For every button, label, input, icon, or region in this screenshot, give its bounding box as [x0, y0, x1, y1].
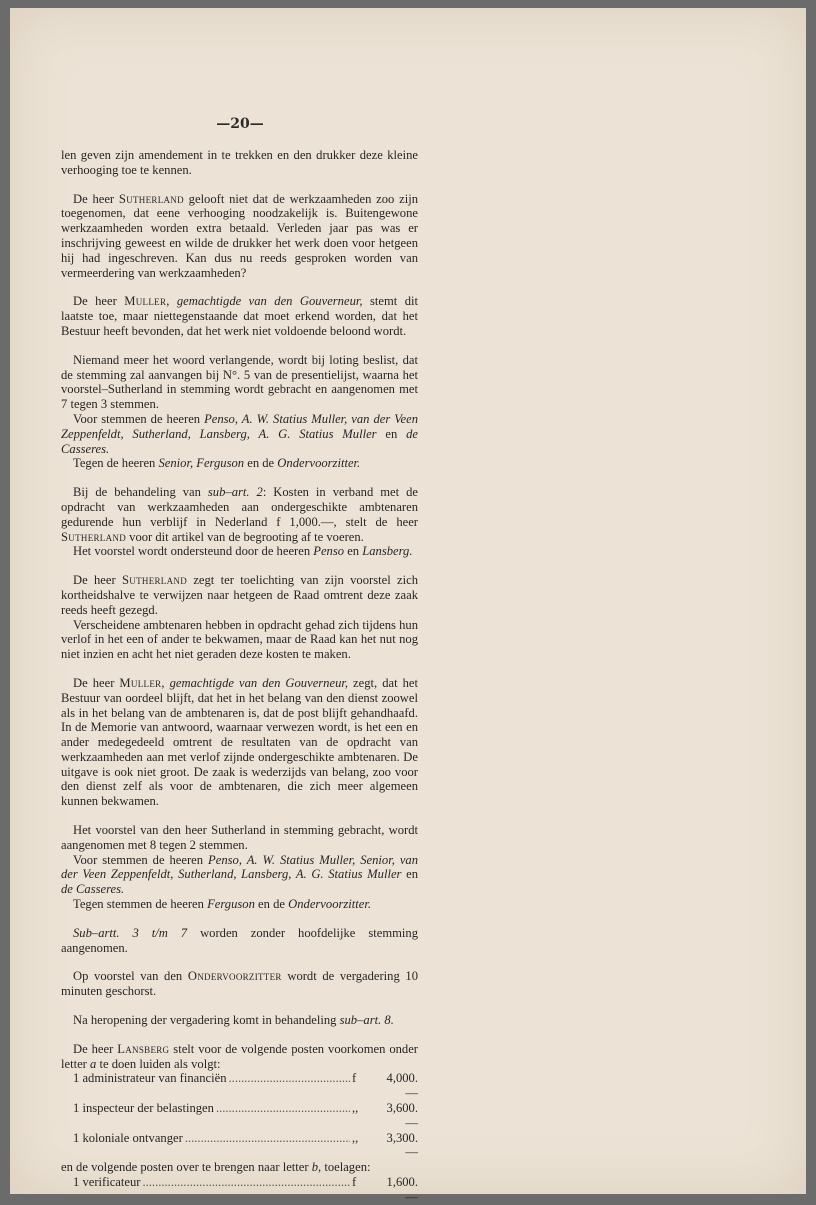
budget-list-a: [61, 1071, 418, 1160]
budget-line: 1 inspecteur der belastingen ..... ,, 3,600.—: [61, 1101, 418, 1131]
speaker-name: Ondervoorzitter: [187, 969, 282, 984]
article-ref: sub–art. 8.: [339, 1013, 394, 1028]
speaker-name: Sutherland: [122, 573, 187, 588]
article-ref: Sub–artt. 3 t/m 7: [73, 925, 188, 940]
paragraph-6: De heer Sutherland zegt ter toelichting van zijn voorstel zich kortheidshalve te verwijzen naar hetgeen de Raad omtrent deze zaak reeds heeft gezegd. Verscheidene ambtenaren hebben in opdracht gehad zich tijdens hun verlof in het een of ander te bekwamen, maar de Raad kan het nut nog niet inzien en acht het niet geraden deze kosten te maken.: [61, 573, 418, 662]
budget-line: 1 koloniale ontvanger ..... ,, 3,300.—: [61, 1131, 418, 1161]
speaker-title: gemachtigde van den Gouverneur,: [169, 675, 349, 690]
vote-result: Het voorstel van den heer Sutherland in stemming gebracht, wordt aangenomen met 8 tegen 2 stemmen.: [61, 823, 418, 852]
speaker-name: Muller: [119, 675, 162, 690]
document-page: [10, 8, 806, 1204]
text-column: [61, 148, 418, 1205]
paragraph-2: De heer Sutherland gelooft niet dat de werkzaamheden zoo zijn toegenomen, dat eene verhooging noodzakelijk is. Buitengewone werkzaamheden worden extra betaald. Verleden jaar pas was er inschrijving geweest en wilde de drukker het werk doen voor hetgeen hij had ingeschreven. Kan dus nu reeds gesproken worden van vermeerdering van werkzaamheden?: [61, 191, 419, 280]
paragraph-5: Bij de behandeling van sub–art. 2: Kosten in verband met de opdracht van werkzaamheden aan ondergeschikte ambtenaren gedurende hun verblijf in Nederland f 1,000.—, stelt de heer Sutherland voor dit artikel van de begrooting af te voeren. Het voorstel wordt ondersteund door de heeren Penso en Lansberg.: [61, 485, 418, 559]
speaker-name: Sutherland: [61, 529, 126, 544]
paragraph-8: [61, 823, 418, 912]
speaker-name: Sutherland: [118, 191, 184, 206]
paragraph-9: Sub–artt. 3 t/m 7 worden zonder hoofdelijke stemming aangenomen.: [61, 925, 419, 955]
paragraph-11: Na heropening der vergadering komt in behandeling sub–art. 8.: [73, 1013, 394, 1028]
paragraph-1: [61, 148, 418, 178]
budget-list-b: [61, 1175, 418, 1205]
speaker-name: Muller: [124, 294, 167, 309]
paragraph-3: De heer Muller, gemachtigde van den Gouverneur, stemt dit laatste toe, maar niettegenstaande dat moet erkend worden, dat het Bestuur heeft bevonden, dat het werk niet voldoende beloond wordt.: [61, 294, 419, 338]
votes-for: Voor stemmen de heeren Penso, A. W. Statius Muller, van der Veen Zeppenfeldt, Sutherland, Lansberg, A. G. Statius Muller en de Casseres.: [61, 411, 418, 456]
votes-for: Voor stemmen de heeren Penso, A. W. Statius Muller, Senior, van der Veen Zeppenfeldt, Sutherland, Lansberg, A. G. Statius Muller en de Casseres.: [61, 852, 419, 897]
paragraph-12: De heer Lansberg stelt voor de volgende posten voorkomen onder letter a te doen luiden als volgt: 1 administrateur van financiën ..... f 4,000.— 1 inspecteur der belastingen ..... ,, 3,600.— 1 koloniale ontvanger ..... ,, 3,300.— en de volgende posten over te brengen naar letter b, toelagen: 1 verificateur ..... f 1,600.—: [61, 1042, 418, 1205]
speaker-name: Lansberg: [117, 1041, 170, 1056]
paragraph-4: [61, 353, 418, 471]
paragraph-7: De heer Muller, gemachtigde van den Gouverneur, zegt, dat het Bestuur van oordeel blijft, dat het in het belang van den dienst zoowel als in het belang van de ambtenaren is, dat de post blijft gehandhaafd. In de Memorie van antwoord, waarnaar verwezen wordt, is het een en ander medegedeeld omtrent de resultaten van de opdracht van werkzaamheden aan met verlof zijnde ondergeschikte ambtenaren. De uitgave is ook niet groot. De zaak is wederzijds van belang, zoo voor den dienst zelf als voor de ambtenaren, die zich meer algemeen kunnen bekwamen.: [61, 675, 419, 809]
para1-text: len geven zijn amendement in te trekken en den drukker deze kleine verhooging toe te kennen.: [61, 148, 418, 177]
page-number: —20—: [216, 116, 264, 132]
votes-against: Tegen stemmen de heeren Ferguson en de Ondervoorzitter.: [73, 897, 372, 912]
vote-result: Niemand meer het woord verlangende, wordt bij loting beslist, dat de stemming zal aanvangen bij N°. 5 van de presentielijst, waarna het voorstel–Sutherland in stemming wordt gebracht en aangenomen met 7 tegen 3 stemmen.: [61, 352, 418, 412]
article-ref: sub–art. 2: [207, 485, 263, 500]
budget-line: 1 verificateur ..... f 1,600.—: [61, 1175, 418, 1205]
budget-line: 1 administrateur van financiën ..... f 4,000.—: [61, 1071, 418, 1101]
votes-against: Tegen de heeren Senior, Ferguson en de Ondervoorzitter.: [73, 456, 361, 471]
speaker-title: gemachtigde van den Gouverneur,: [176, 294, 363, 309]
paragraph-10: Op voorstel van den Ondervoorzitter wordt de vergadering 10 minuten geschorst.: [61, 969, 418, 999]
